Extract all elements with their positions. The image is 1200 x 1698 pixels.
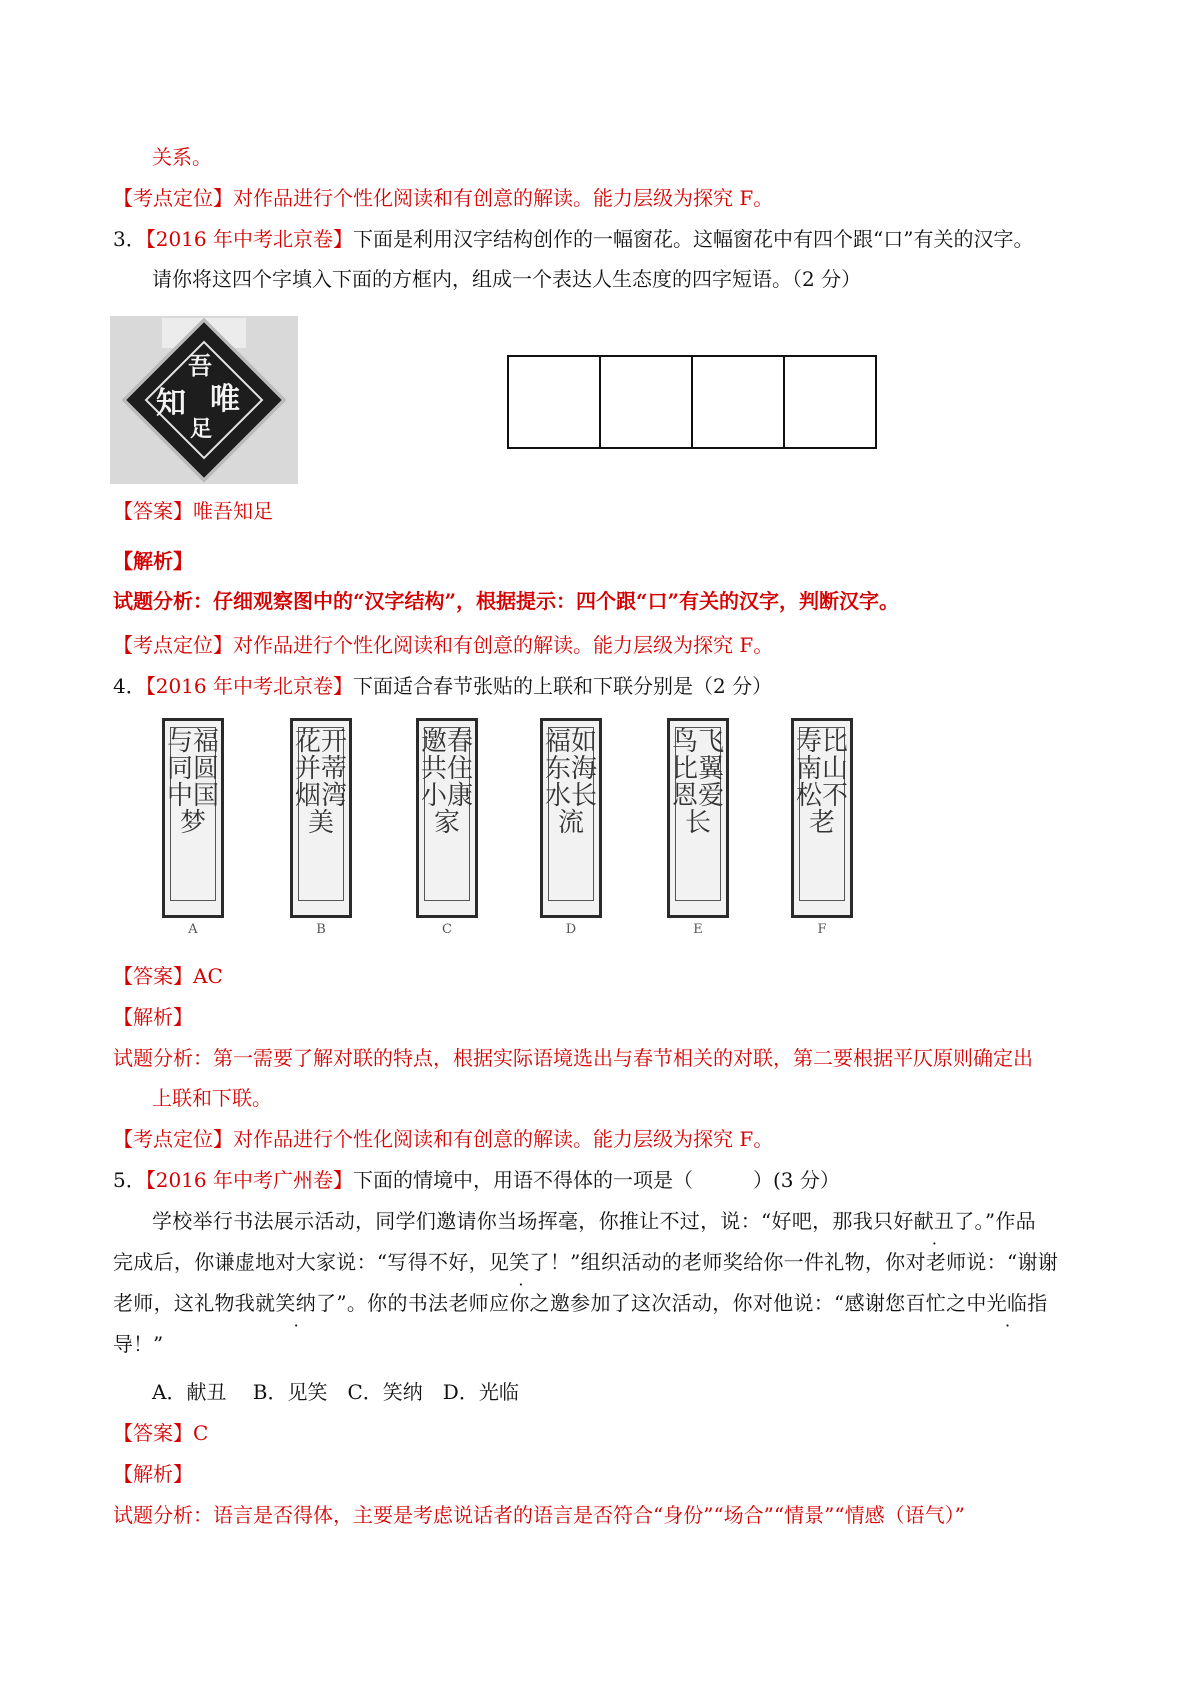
point-label: 【考点定位】 bbox=[113, 186, 233, 210]
couplet-scroll-b bbox=[290, 718, 352, 918]
couplet-scroll-d bbox=[540, 718, 602, 918]
couplet-text: 与福同圆中国梦 bbox=[166, 727, 219, 838]
answer-label: 【答案】 bbox=[113, 499, 193, 523]
q3-analysis-label: 【解析】 bbox=[113, 549, 193, 573]
point-text: 对作品进行个性化阅读和有创意的解读。能力层级为探究 F。 bbox=[233, 1127, 774, 1151]
q5-options: A．献丑 B．见笑 C．笑纳 D．光临 bbox=[152, 1380, 519, 1404]
window-char-1: 吾 bbox=[188, 351, 212, 380]
couplet-letter: C bbox=[442, 922, 452, 937]
couplet-scroll-e bbox=[667, 718, 729, 918]
q5-passage-line1 bbox=[152, 1206, 1036, 1236]
question-source: 【2016 年中考北京卷】 bbox=[145, 674, 353, 698]
q5-analysis-text: 试题分析：语言是否得体，主要是考虑说话者的语言是否符合“身份”“场合”“情景”“情感（语气）” bbox=[113, 1503, 965, 1527]
emphasis-word: 献丑 bbox=[913, 1209, 955, 1233]
point-label: 【考点定位】 bbox=[113, 1127, 233, 1151]
couplet-letter: E bbox=[693, 922, 703, 937]
q3-point-line bbox=[113, 630, 773, 660]
couplet-letter: D bbox=[565, 922, 577, 937]
q4-answer-line bbox=[113, 961, 223, 991]
q4-point-line bbox=[113, 1124, 773, 1154]
passage-text: 完成后，你谦虚地对大家说：“写得不好，见 bbox=[113, 1250, 510, 1274]
answer-box-4[interactable] bbox=[783, 355, 877, 449]
q5-passage-line3 bbox=[113, 1288, 1048, 1318]
question-stem: 下面是利用汉字结构创作的一幅窗花。这幅窗花中有四个跟“口”有关的汉字。 bbox=[353, 227, 1034, 251]
question-number: 3． bbox=[113, 227, 146, 251]
question-stem: 下面适合春节张贴的上联和下联分别是（2 分） bbox=[353, 674, 773, 698]
passage-text: 老师，这礼物我就 bbox=[113, 1291, 276, 1315]
prev-point-line bbox=[113, 183, 773, 213]
question-source: 【2016 年中考广州卷】 bbox=[145, 1168, 353, 1192]
passage-text: 了。”作品 bbox=[954, 1209, 1036, 1233]
q5-analysis-label: 【解析】 bbox=[113, 1462, 193, 1486]
q4-stem-line bbox=[113, 671, 772, 701]
couplet-letter: B bbox=[316, 922, 326, 937]
passage-text: 了！”组织活动的老师奖给你一件礼物，你对老师说：“谢谢 bbox=[529, 1250, 1059, 1274]
couplet-scroll-a bbox=[162, 718, 224, 918]
couplet-text: 花开并蒂烟湾美 bbox=[294, 727, 347, 838]
q4-analysis-label: 【解析】 bbox=[113, 1005, 193, 1029]
window-char-2: 知 bbox=[156, 386, 186, 421]
q3-stem-line1 bbox=[113, 224, 1033, 254]
answer-text: 唯吾知足 bbox=[193, 499, 273, 523]
q5-passage-line2 bbox=[113, 1247, 1058, 1277]
couplet-scroll-f bbox=[791, 718, 853, 918]
couplet-scroll-c bbox=[416, 718, 478, 918]
q3-answer-line bbox=[113, 496, 273, 526]
emphasis-word: 笑纳 bbox=[275, 1291, 317, 1315]
couplet-text: 福如东海水长流 bbox=[544, 727, 597, 838]
answer-label: 【答案】 bbox=[113, 1421, 193, 1445]
question-stem: 下面的情境中，用语不得体的一项是（ ）(3 分） bbox=[353, 1168, 840, 1192]
window-flower-image bbox=[110, 316, 298, 484]
answer-text: AC bbox=[193, 964, 223, 988]
couplet-letter: A bbox=[188, 922, 198, 937]
q3-stem-line2: 请你将这四个字填入下面的方框内，组成一个表达人生态度的四字短语。（2 分） bbox=[152, 267, 862, 291]
couplet-text: 寿比南山松不老 bbox=[795, 727, 848, 838]
point-label: 【考点定位】 bbox=[113, 633, 233, 657]
window-char-3: 唯 bbox=[210, 382, 240, 417]
q4-analysis-text-1: 试题分析：第一需要了解对联的特点，根据实际语境选出与春节相关的对联，第二要根据平仄原则确定出 bbox=[113, 1046, 1033, 1070]
couplet-text: 鸟飞比翼恩爱长 bbox=[671, 727, 724, 838]
emphasis-word: 光临 bbox=[986, 1291, 1028, 1315]
prev-answer-tail: 关系。 bbox=[152, 145, 212, 169]
point-text: 对作品进行个性化阅读和有创意的解读。能力层级为探究 F。 bbox=[233, 633, 774, 657]
answer-box-1[interactable] bbox=[507, 355, 601, 449]
couplet-text: 邀春共住小康家 bbox=[420, 727, 473, 838]
answer-box-2[interactable] bbox=[599, 355, 693, 449]
question-source: 【2016 年中考北京卷】 bbox=[145, 227, 353, 251]
question-number: 4． bbox=[113, 674, 146, 698]
answer-label: 【答案】 bbox=[113, 964, 193, 988]
couplet-letter: F bbox=[817, 922, 827, 937]
q5-stem-line bbox=[113, 1165, 840, 1195]
point-text: 对作品进行个性化阅读和有创意的解读。能力层级为探究 F。 bbox=[233, 186, 774, 210]
answer-text: C bbox=[193, 1421, 209, 1445]
window-char-4: 足 bbox=[190, 416, 213, 442]
q3-analysis-text: 试题分析：仔细观察图中的“汉字结构”，根据提示：四个跟“口”有关的汉字，判断汉字。 bbox=[113, 589, 900, 613]
q4-analysis-text-2: 上联和下联。 bbox=[152, 1086, 272, 1110]
passage-text: 指 bbox=[1027, 1291, 1048, 1315]
passage-text: 学校举行书法展示活动，同学们邀请你当场挥毫，你推让不过，说：“好吧，那我只好 bbox=[152, 1209, 914, 1233]
q5-answer-line bbox=[113, 1418, 208, 1448]
passage-text: 了”。你的书法老师应你之邀参加了这次活动，你对他说：“感谢您百忙之中 bbox=[316, 1291, 987, 1315]
question-number: 5． bbox=[113, 1168, 146, 1192]
emphasis-word: 笑 bbox=[509, 1250, 530, 1274]
q5-passage-line4: 导！” bbox=[113, 1332, 164, 1356]
answer-box-3[interactable] bbox=[691, 355, 785, 449]
